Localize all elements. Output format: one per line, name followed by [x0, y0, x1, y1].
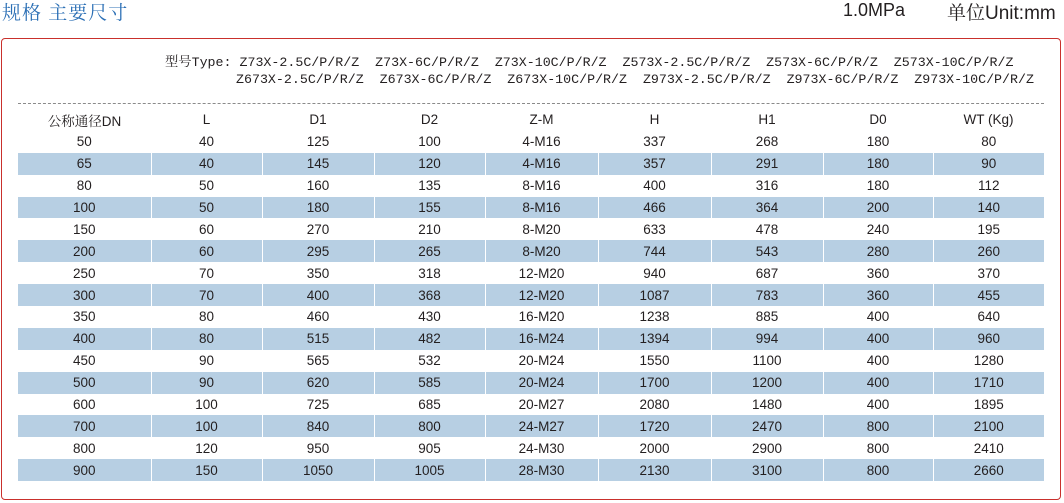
cell-z-m: 20-M24: [485, 372, 598, 394]
cell-d0: 800: [823, 415, 933, 437]
cell-wt: 260: [933, 240, 1044, 262]
cell-d2: 685: [374, 394, 485, 416]
cell-z-m: 12-M20: [485, 262, 598, 284]
cell-l: 150: [151, 459, 262, 481]
cell-dn: 100: [18, 197, 151, 219]
cell-dn: 600: [72, 397, 96, 413]
cell-l: 60: [151, 218, 262, 240]
table-row: [18, 218, 1044, 240]
cell-d1: 725: [262, 394, 374, 416]
cell-l: 40: [151, 131, 262, 153]
model-types: [165, 54, 1034, 88]
cell-h: 2000: [598, 437, 711, 459]
cell-l: 60: [151, 240, 262, 262]
cell-h1: 885: [711, 306, 823, 328]
cell-l: 70: [151, 262, 262, 284]
table-row: [18, 131, 1044, 153]
cell-d2: 135: [374, 175, 485, 197]
cell-h1: 364: [711, 197, 823, 219]
cell-h: 1550: [598, 350, 711, 372]
cell-d0: 360: [823, 284, 933, 306]
unit-label: 单位Unit:mm: [947, 3, 1056, 24]
cell-d2: 100: [374, 131, 485, 153]
table-body: [18, 131, 1044, 481]
cell-z-m: 28-M30: [485, 459, 598, 481]
cell-dn: 800: [72, 440, 96, 456]
cell-h: 2080: [598, 394, 711, 416]
cell-h1: 1100: [711, 350, 823, 372]
table-row: [18, 262, 1044, 284]
cell-d1: 1050: [262, 459, 374, 481]
cell-wt: 370: [933, 262, 1044, 284]
cell-wt: 1895: [933, 394, 1044, 416]
table-row: [18, 415, 1044, 437]
cell-h1: 268: [711, 131, 823, 153]
cell-h: 744: [598, 240, 711, 262]
cell-h: 1238: [598, 306, 711, 328]
model-types-list-1: Z73X-2.5C/P/R/Z Z73X-6C/P/R/Z Z73X-10C/P/R/Z Z573X-2.5C/P/R/Z Z573X-6C/P/R/Z Z573X-10C/P/R/Z: [239, 55, 1014, 70]
cell-l: 40: [151, 153, 262, 175]
cell-h: 400: [598, 175, 711, 197]
cell-h1: 2470: [711, 415, 823, 437]
cell-d2: 905: [374, 437, 485, 459]
cell-wt: 640: [933, 306, 1044, 328]
cell-d0: 180: [823, 131, 933, 153]
cell-d0: 200: [823, 197, 933, 219]
table-row: [18, 437, 1044, 459]
cell-dn: 350: [72, 309, 96, 325]
cell-d2: 368: [374, 284, 485, 306]
cell-d2: 585: [374, 372, 485, 394]
table-row: [18, 284, 1044, 306]
cell-l: 100: [151, 415, 262, 437]
cell-h: 1700: [598, 372, 711, 394]
cell-wt: 80: [933, 131, 1044, 153]
cell-d1: 515: [262, 328, 374, 350]
page-title: 规格 主要尺寸: [2, 3, 129, 24]
cell-h: 1394: [598, 328, 711, 350]
cell-wt: 960: [933, 328, 1044, 350]
cell-h: 2130: [598, 459, 711, 481]
column-header-dn: 公称通径DN: [47, 113, 122, 129]
cell-d2: 532: [374, 350, 485, 372]
cell-dn: 80: [76, 178, 92, 194]
cell-d0: 280: [823, 240, 933, 262]
cell-d1: 160: [262, 175, 374, 197]
cell-h: 1720: [598, 415, 711, 437]
cell-d0: 400: [823, 306, 933, 328]
cell-d1: 145: [262, 153, 374, 175]
spec-table: [18, 109, 1044, 481]
cell-wt: 2660: [933, 459, 1044, 481]
cell-dn: 700: [18, 415, 151, 437]
table-row: [18, 240, 1044, 262]
cell-d1: 950: [262, 437, 374, 459]
cell-h: 357: [598, 153, 711, 175]
cell-wt: 140: [933, 197, 1044, 219]
cell-d1: 565: [262, 350, 374, 372]
cell-z-m: 8-M16: [485, 197, 598, 219]
cell-wt: 112: [933, 175, 1044, 197]
cell-d0: 800: [823, 437, 933, 459]
cell-d0: 800: [823, 459, 933, 481]
cell-z-m: 24-M30: [485, 437, 598, 459]
cell-z-m: 4-M16: [485, 131, 598, 153]
cell-l: 80: [151, 328, 262, 350]
cell-d1: 350: [262, 262, 374, 284]
cell-h1: 687: [711, 262, 823, 284]
column-header-z-m: Z-M: [529, 112, 554, 128]
cell-d0: 240: [823, 218, 933, 240]
cell-d0: 180: [823, 175, 933, 197]
cell-h: 1087: [598, 284, 711, 306]
cell-dn: 150: [72, 221, 96, 237]
cell-h1: 1480: [711, 394, 823, 416]
cell-l: 50: [151, 197, 262, 219]
model-types-line-2: Z673X-2.5C/P/R/Z Z673X-6C/P/R/Z Z673X-10C/P/R/Z Z973X-2.5C/P/R/Z Z973X-6C/P/R/Z Z973X-10C/P/R/Z: [236, 72, 1034, 87]
cell-l: 70: [151, 284, 262, 306]
cell-wt: 455: [933, 284, 1044, 306]
table-row: [18, 175, 1044, 197]
table-row: [18, 372, 1044, 394]
table-row: [18, 153, 1044, 175]
model-types-line-1: [165, 54, 1034, 71]
header-divider: [18, 103, 1044, 104]
table-row: [18, 350, 1044, 372]
cell-z-m: 12-M20: [485, 284, 598, 306]
pressure-rating: 1.0MPa: [843, 0, 906, 20]
cell-h1: 783: [711, 284, 823, 306]
column-header-l: L: [202, 112, 211, 128]
cell-wt: 2100: [933, 415, 1044, 437]
cell-d0: 400: [823, 372, 933, 394]
cell-d1: 840: [262, 415, 374, 437]
cell-z-m: 20-M27: [485, 394, 598, 416]
cell-d2: 800: [374, 415, 485, 437]
cell-dn: 500: [18, 372, 151, 394]
cell-z-m: 24-M27: [485, 415, 598, 437]
cell-d2: 210: [374, 218, 485, 240]
cell-l: 100: [151, 394, 262, 416]
column-header-d0: D0: [869, 112, 887, 128]
cell-d2: 155: [374, 197, 485, 219]
cell-dn: 450: [72, 353, 96, 369]
cell-d2: 265: [374, 240, 485, 262]
cell-h: 337: [598, 131, 711, 153]
cell-d0: 400: [823, 394, 933, 416]
cell-h1: 2900: [711, 437, 823, 459]
table-row: [18, 197, 1044, 219]
cell-d1: 180: [262, 197, 374, 219]
column-header-h: H: [649, 112, 660, 128]
cell-h: 633: [598, 218, 711, 240]
cell-d1: 400: [262, 284, 374, 306]
cell-z-m: 4-M16: [485, 153, 598, 175]
cell-wt: 1280: [933, 350, 1044, 372]
cell-z-m: 8-M20: [485, 240, 598, 262]
cell-h1: 543: [711, 240, 823, 262]
cell-wt: 195: [933, 218, 1044, 240]
cell-z-m: 8-M20: [485, 218, 598, 240]
cell-h: 466: [598, 197, 711, 219]
cell-wt: 1710: [933, 372, 1044, 394]
cell-d0: 400: [823, 328, 933, 350]
cell-h1: 291: [711, 153, 823, 175]
cell-h1: 1200: [711, 372, 823, 394]
cell-d0: 180: [823, 153, 933, 175]
cell-z-m: 20-M24: [485, 350, 598, 372]
cell-d1: 295: [262, 240, 374, 262]
cell-dn: 300: [18, 284, 151, 306]
cell-z-m: 16-M24: [485, 328, 598, 350]
column-header-h1: H1: [758, 112, 776, 128]
cell-d1: 125: [262, 131, 374, 153]
column-header-d2: D2: [420, 112, 439, 128]
table-header-row: [18, 109, 1044, 131]
cell-l: 50: [151, 175, 262, 197]
cell-d2: 318: [374, 262, 485, 284]
cell-dn: 65: [18, 153, 151, 175]
cell-dn: 900: [18, 459, 151, 481]
cell-z-m: 16-M20: [485, 306, 598, 328]
cell-h1: 3100: [711, 459, 823, 481]
model-type-label: 型号Type:: [165, 55, 232, 70]
cell-d2: 430: [374, 306, 485, 328]
cell-wt: 90: [933, 153, 1044, 175]
table-row: [18, 394, 1044, 416]
cell-d2: 482: [374, 328, 485, 350]
cell-l: 80: [151, 306, 262, 328]
cell-z-m: 8-M16: [485, 175, 598, 197]
cell-d0: 400: [823, 350, 933, 372]
cell-l: 90: [151, 372, 262, 394]
table-row: [18, 328, 1044, 350]
cell-d1: 620: [262, 372, 374, 394]
column-header-d1: D1: [309, 112, 327, 128]
cell-d2: 120: [374, 153, 485, 175]
cell-dn: 50: [76, 134, 92, 150]
cell-l: 90: [151, 350, 262, 372]
cell-h: 940: [598, 262, 711, 284]
cell-dn: 250: [72, 265, 96, 281]
cell-dn: 400: [18, 328, 151, 350]
table-row: [18, 459, 1044, 481]
cell-l: 120: [151, 437, 262, 459]
cell-d2: 1005: [374, 459, 485, 481]
cell-d1: 460: [262, 306, 374, 328]
column-header-wt: WT (Kg): [963, 112, 1014, 128]
cell-wt: 2410: [933, 437, 1044, 459]
cell-h1: 478: [711, 218, 823, 240]
cell-d1: 270: [262, 218, 374, 240]
cell-d0: 360: [823, 262, 933, 284]
cell-h1: 994: [711, 328, 823, 350]
cell-h1: 316: [711, 175, 823, 197]
table-row: [18, 306, 1044, 328]
cell-dn: 200: [18, 240, 151, 262]
